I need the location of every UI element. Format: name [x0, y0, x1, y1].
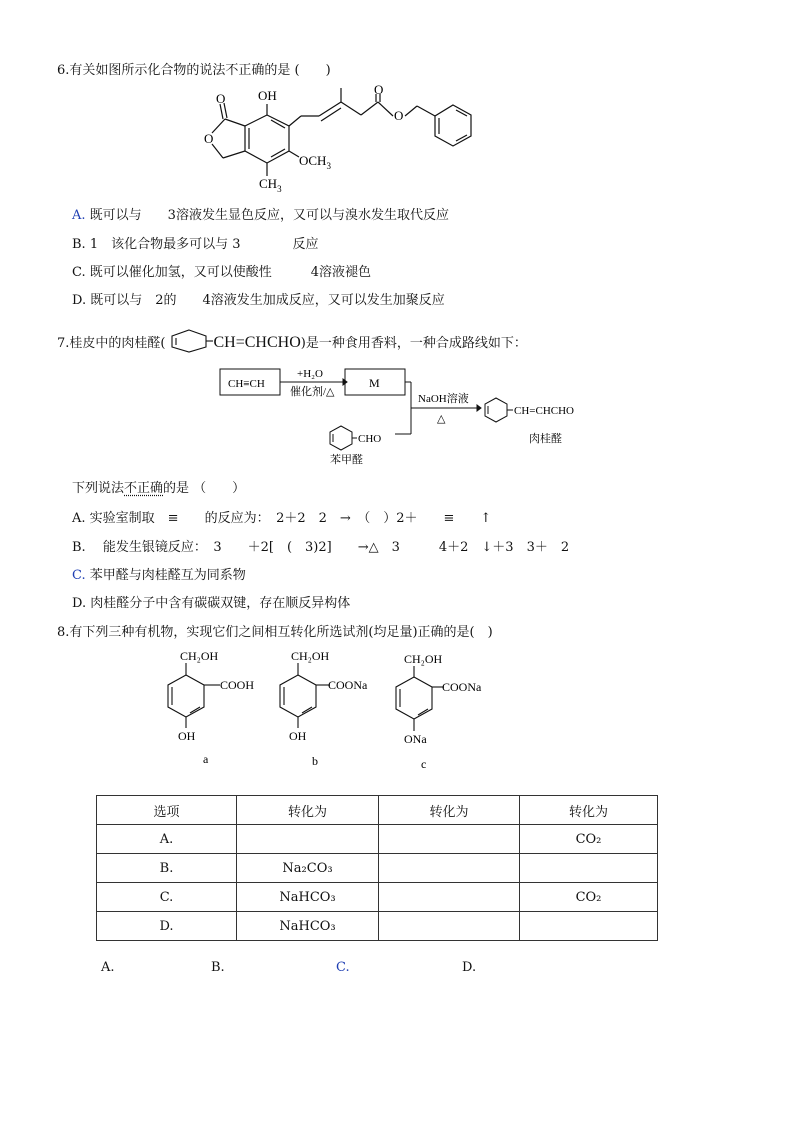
step2-reagent-label: NaOH溶液: [418, 393, 469, 405]
table-cell: B.: [97, 854, 237, 883]
acetylene-label: CH≡CH: [228, 378, 265, 390]
table-cell: [379, 912, 520, 941]
table-cell: [379, 883, 520, 912]
q7-stem: 7.桂皮中的肉桂醛( CH=CHCHO)是一种食用香料，一种合成路线如下：: [57, 328, 527, 354]
q7-stem-benzene-ring: [165, 328, 213, 354]
table-header: 转化为: [379, 796, 520, 825]
q8-molecule-structures: [150, 645, 500, 775]
table-cell: NaHCO₃: [237, 883, 379, 912]
table-cell: C.: [97, 883, 237, 912]
q6-option-c: C. 既可以催化加氢，又可以使酸性 4溶液褪色: [72, 265, 372, 280]
mol-b-top-label: CH₂OH: [291, 649, 330, 663]
mol-c-side-label: COONa: [442, 680, 482, 694]
q8-options-table: [96, 795, 658, 941]
q6-option-b: B. 1 该化合物最多可以与 3 反应: [72, 237, 319, 252]
benzaldehyde-name-label: 苯甲醛: [330, 454, 363, 466]
mol-c-bottom-label: ONa: [404, 732, 427, 746]
product-name-label: 肉桂醛: [529, 433, 562, 445]
table-cell: NaHCO₃: [237, 912, 379, 941]
table-cell: [520, 912, 658, 941]
q7-option-d: D. 肉桂醛分子中含有碳碳双键，存在顺反异构体: [72, 596, 351, 611]
q6-option-a: A. 既可以与 3溶液发生显色反应，又可以与溴水发生取代反应: [72, 208, 449, 223]
table-row: [97, 912, 658, 941]
table-header: 转化为: [237, 796, 379, 825]
q8-answer-d: D.: [462, 960, 477, 975]
q7-option-b: B. 能发生银镜反应： 3 ＋2[ ( 3)2] →△ 3 4＋2 ↓＋3 3＋ 2: [72, 540, 570, 555]
table-header: 选项: [97, 796, 237, 825]
q7-synthesis-route: [215, 362, 610, 472]
step1-condition-label: 催化剂/△: [290, 386, 335, 398]
mol-a-top-label: CH₂OH: [180, 649, 219, 663]
mol-a-side-label: COOH: [220, 678, 255, 692]
methyl-label: $CH_3$: [259, 176, 282, 194]
step1-reagent-label: +H₂O: [297, 368, 323, 380]
table-cell: [520, 854, 658, 883]
table-header: 转化为: [520, 796, 658, 825]
table-row: [97, 883, 658, 912]
table-header-row: [97, 796, 658, 825]
mol-b-bottom-label: OH: [289, 729, 307, 743]
mol-c-name-label: c: [421, 757, 427, 771]
step2-condition-label: △: [437, 413, 446, 425]
q6-option-d: D. 既可以与 2的 4溶液发生加成反应，又可以发生加聚反应: [72, 293, 445, 308]
intermediate-m-label: M: [369, 376, 380, 390]
q8-answer-a: A.: [101, 960, 115, 975]
product-formula-label: CH=CHCHO: [514, 405, 574, 417]
mol-c-top-label: CH₂OH: [404, 652, 443, 666]
table-cell: [237, 825, 379, 854]
ester-carbonyl-oxygen-label: O: [374, 82, 384, 97]
hydroxyl-label: OH: [258, 88, 277, 103]
mol-b-side-label: COONa: [328, 678, 368, 692]
table-cell: CO₂: [520, 883, 658, 912]
mol-a-bottom-label: OH: [178, 729, 196, 743]
table-row: [97, 825, 658, 854]
ester-oxygen-label: O: [394, 108, 404, 123]
q6-stem: 6.有关如图所示化合物的说法不正确的是 ( ): [57, 63, 331, 78]
q8-answer-b: B.: [211, 960, 225, 975]
q8-stem: 8.有下列三种有机物，实现它们之间相互转化所选试剂(均足量)正确的是( ): [57, 625, 493, 640]
q7-option-c: C. 苯甲醛与肉桂醛互为同系物: [72, 568, 246, 583]
q6-structure-diagram: [195, 82, 495, 194]
methoxy-label: $OCH_3$: [299, 153, 331, 171]
ring-oxygen-label: O: [204, 131, 214, 146]
benzaldehyde-formula-label: CHO: [358, 433, 382, 445]
table-cell: CO₂: [520, 825, 658, 854]
q8-answer-c: C.: [336, 960, 350, 975]
table-cell: Na₂CO₃: [237, 854, 379, 883]
table-cell: [379, 825, 520, 854]
q7-question: 下列说法不正确的是 （ ）: [72, 481, 246, 496]
table-cell: D.: [97, 912, 237, 941]
q7-option-a: A. 实验室制取 ≡ 的反应为： 2＋2 2 → （ ）2＋ ≡ ↑: [72, 511, 492, 526]
table-cell: [379, 854, 520, 883]
mol-b-name-label: b: [312, 754, 318, 768]
table-row: [97, 854, 658, 883]
table-cell: A.: [97, 825, 237, 854]
carbonyl-oxygen-label: O: [216, 91, 226, 106]
mol-a-name-label: a: [203, 752, 209, 766]
